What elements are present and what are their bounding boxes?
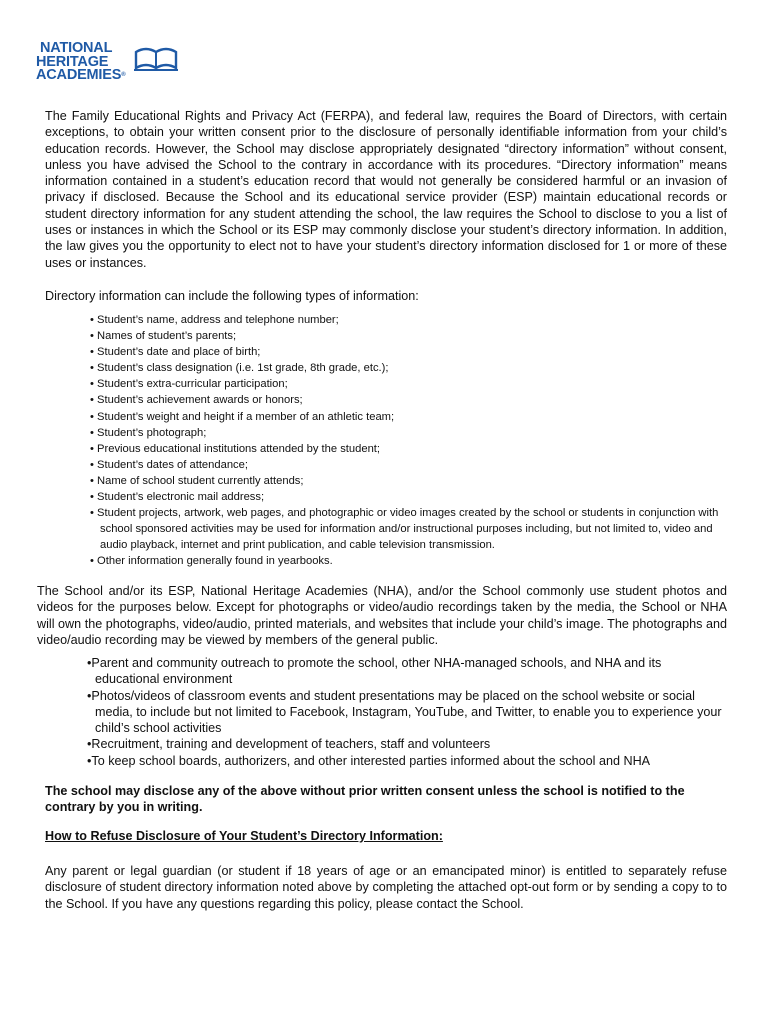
open-book-icon bbox=[134, 46, 178, 72]
list-item: • Student’s weight and height if a member of an athletic team; bbox=[90, 409, 730, 425]
refuse-disclosure-paragraph: Any parent or legal guardian (or student if 18 years of age or an emancipated minor) is entitled to separately refuse disclosure of student directory information noted above by completing the attached opt-out form or by sending a copy to to the School. If you have any questions regarding this policy, please contact the School. bbox=[45, 864, 727, 911]
list-item: • To keep school boards, authorizers, and other interested parties informed about the school and NHA bbox=[87, 753, 727, 769]
refuse-disclosure-heading: How to Refuse Disclosure of Your Student’s Directory Information: bbox=[45, 829, 443, 843]
list-item: • Previous educational institutions attended by the student; bbox=[90, 441, 730, 457]
nha-logo bbox=[36, 42, 178, 92]
list-item: • Name of school student currently attends; bbox=[90, 473, 730, 489]
directory-info-list bbox=[90, 312, 730, 570]
list-item: • Names of student’s parents; bbox=[90, 328, 730, 344]
list-item: • Student’s photograph; bbox=[90, 425, 730, 441]
list-item: • Student projects, artwork, web pages, and photographic or video images created by the school or students in conjunction with school sponsored activities may be used for information and/or instructional purposes including, but not limited to, video and audio playback, internet and print publication, and cable television transmission. bbox=[90, 505, 730, 553]
list-item: • Student’s date and place of birth; bbox=[90, 344, 730, 360]
list-item: • Student’s name, address and telephone number; bbox=[90, 312, 730, 328]
list-item: • Student’s electronic mail address; bbox=[90, 489, 730, 505]
consent-notice: The school may disclose any of the above without prior written consent unless the school is notified to the contrary by you in writing. bbox=[45, 784, 685, 815]
photo-uses-list bbox=[87, 655, 727, 769]
list-item: • Student’s extra-curricular participation; bbox=[90, 376, 730, 392]
list-item: • Student’s dates of attendance; bbox=[90, 457, 730, 473]
ferpa-intro-paragraph: The Family Educational Rights and Privacy Act (FERPA), and federal law, requires the Board of Directors, with certain exceptions, to obtain your written consent prior to the disclosure of personally identifiable information from your child’s education records. However, the School may disclose appropriately designated “directory information” without consent, unless you have advised the School to the contrary in accordance with its procedures. “Directory information” means information contained in a student’s education record that would not generally be considered harmful or an invasion of privacy if disclosed. Because the School and its educational service provider (ESP) maintain educational records or student directory information for any student attending the school, the law requires the School to disclose to you a list of uses or instances in which the School or its ESP may commonly disclose your student’s directory information. In addition, the law gives you the opportunity to elect not to have your student’s directory information disclosed for 1 or more of these uses or instances. bbox=[45, 109, 727, 270]
list-item: • Student’s class designation (i.e. 1st grade, 8th grade, etc.); bbox=[90, 360, 730, 376]
list-item: • Photos/videos of classroom events and student presentations may be placed on the school website or social media, to include but not limited to Facebook, Instagram, YouTube, and Twitter, to enable you to experience your child’s school activities bbox=[87, 688, 727, 737]
logo-wordmark: NATIONAL HERITAGE ACADEMIES® bbox=[36, 40, 126, 83]
photos-paragraph: The School and/or its ESP, National Heritage Academies (NHA), and/or the School commonly use student photos and videos for the purposes below. Except for photographs or video/audio recordings taken by the media, the School or NHA will own the photographs, video/audio, printed materials, and websites that include your child’s image. The photographs and video/audio recording may be viewed by members of the general public. bbox=[37, 584, 727, 647]
directory-heading: Directory information can include the following types of information: bbox=[45, 289, 419, 303]
list-item: • Parent and community outreach to promote the school, other NHA-managed schools, and NHA and its educational environment bbox=[87, 655, 727, 688]
list-item: • Student’s achievement awards or honors; bbox=[90, 392, 730, 408]
list-item: • Recruitment, training and development of teachers, staff and volunteers bbox=[87, 736, 727, 752]
list-item: • Other information generally found in yearbooks. bbox=[90, 553, 730, 569]
